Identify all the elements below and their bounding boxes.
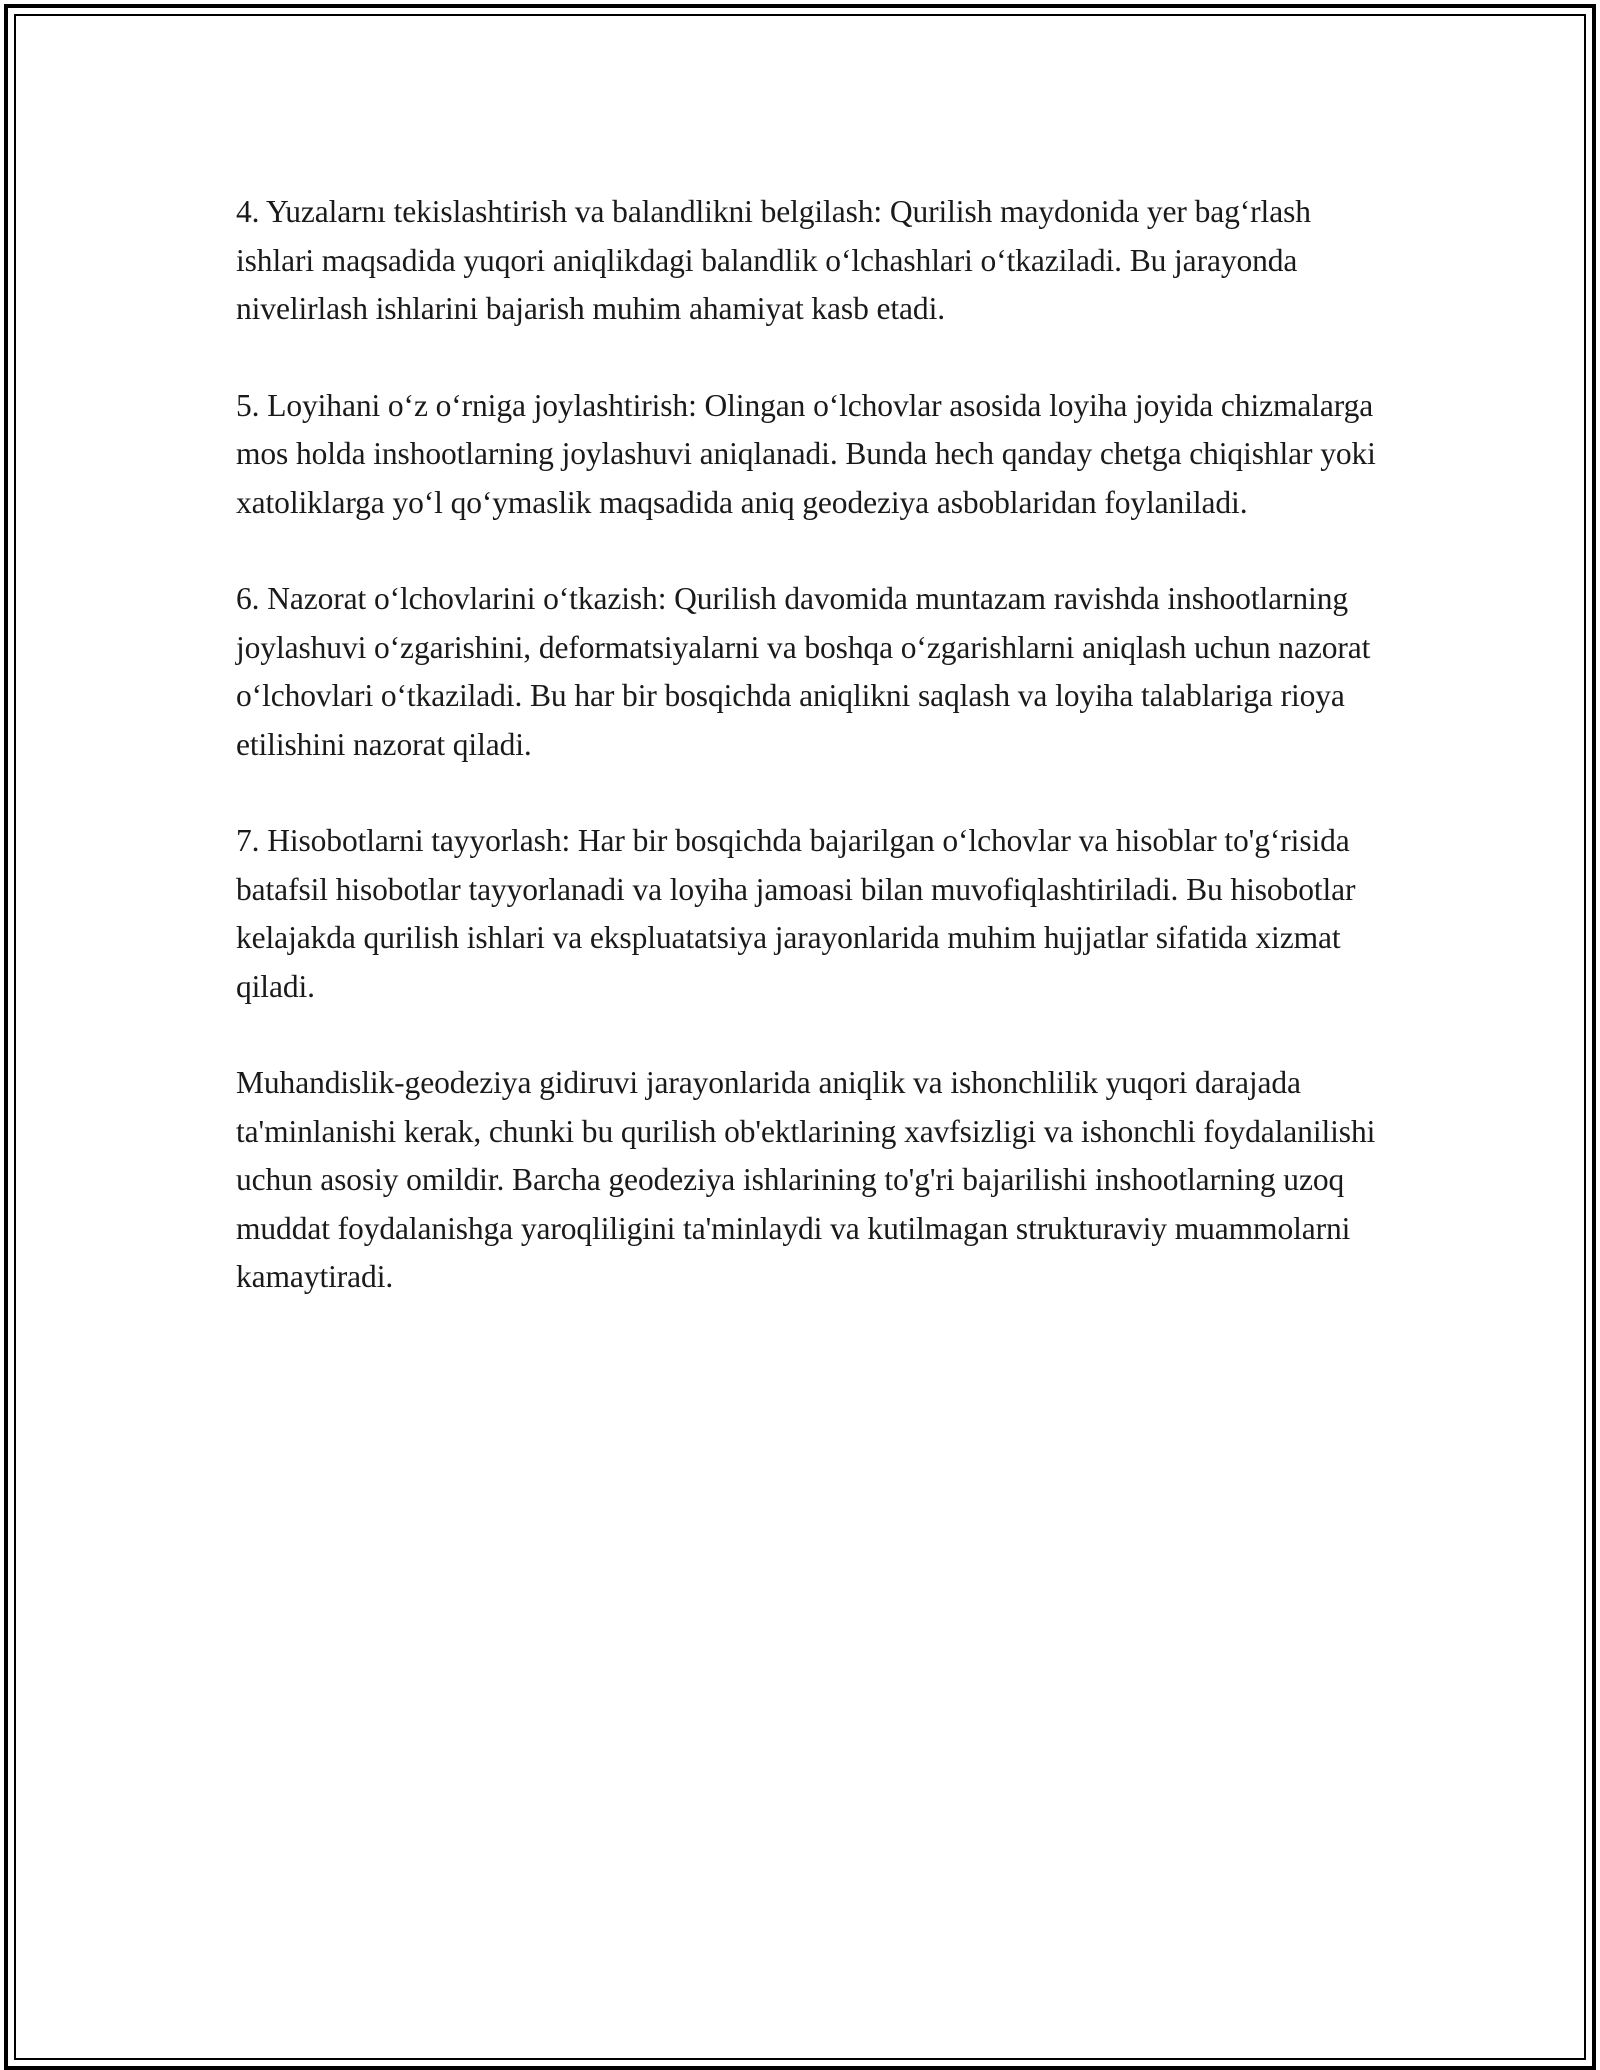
paragraph-step-4: 4. Yuzalarnı tekislashtirish va balandlikni belgilash: Qurilish maydonida yer bag‘rlash ishlari maqsadida yuqori aniqlikdagi balandlik o‘lchashlari o‘tkaziladi. Bu jarayonda nivelirlash ishlarini bajarish muhim ahamiyat kasb etadi. (236, 194, 1311, 326)
paragraph-step-6: 6. Nazorat o‘lchovlarini o‘tkazish: Qurilish davomida muntazam ravishda inshootlarning joylashuvi o‘zgarishini, deformatsiyalarni va boshqa o‘zgarishlarni aniqlash uchun nazorat o‘lchovlari o‘tkaziladi. Bu har bir bosqichda aniqlikni saqlash va loyiha talablariga rioya etilishini nazorat qiladi. (236, 581, 1371, 762)
paragraph-step-7: 7. Hisobotlarni tayyorlash: Har bir bosqichda bajarilgan o‘lchovlar va hisoblar to'g‘risida batafsil hisobotlar tayyorlanadi va loyiha jamoasi bilan muvofiqlashtiriladi. Bu hisobotlar kelajakda qurilish ishlari va ekspluatatsiya jarayonlarida muhim hujjatlar sifatida xizmat qiladi. (236, 823, 1356, 1004)
paragraph-conclusion: Muhandislik-geodeziya gidiruvi jarayonlarida aniqlik va ishonchlilik yuqori darajada ta'minlanishi kerak, chunki bu qurilish ob'ektlarining xavfsizligi va ishonchli foydalanilishi uchun asosiy omildir. Barcha geodeziya ishlarining to'g'ri bajarilishi inshootlarning uzoq muddat foydalanishga yaroqliligini ta'minlaydi va kutilmagan strukturaviy muammolarni kamaytiradi. (236, 1065, 1376, 1294)
paragraph-step-5: 5. Loyihani o‘z o‘rniga joylashtirish: Olingan o‘lchovlar asosida loyiha joyida chizmalarga mos holda inshootlarning joylashuvi aniqlanadi. Bunda hech qanday chetga chiqishlar yoki xatoliklarga yo‘l qo‘ymaslik maqsadida aniq geodeziya asboblaridan foylaniladi. (236, 387, 1376, 520)
document-body (236, 188, 1376, 1350)
